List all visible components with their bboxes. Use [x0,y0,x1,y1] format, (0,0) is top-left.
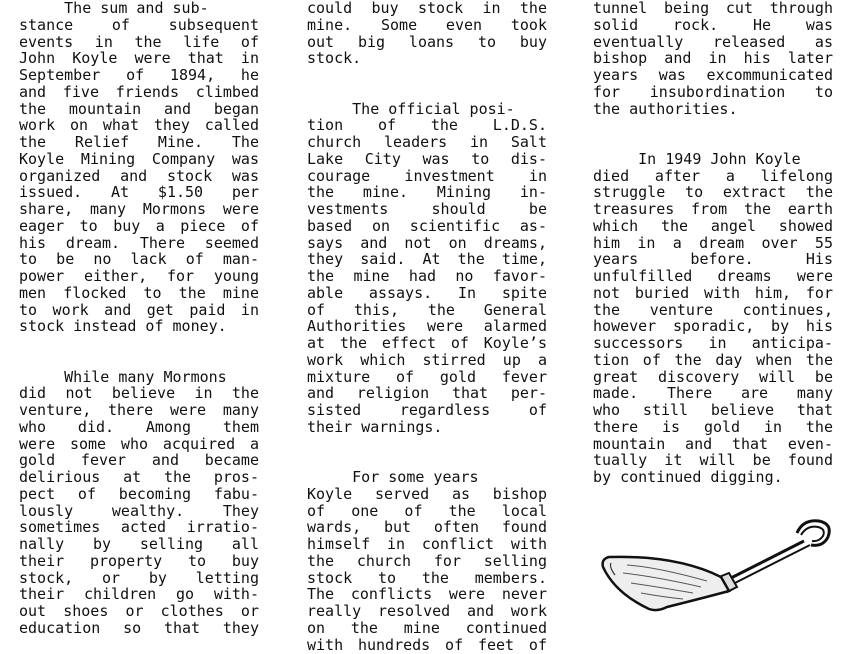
paragraph-gap [307,67,547,101]
text-line: their property to buy [19,551,259,570]
text-line: stock to the members. [307,568,547,587]
text-line: stock. [307,49,362,68]
text-line: of one of the local [307,501,547,520]
text-line: lously wealthy. They [19,501,259,520]
text-line: however sporadic, by his [593,317,833,336]
text-line: himself in conflict with [307,535,547,553]
text-line: mine. Some even took [307,15,547,34]
text-line: the mine. Mining in- [307,183,547,202]
text-line: out big loans to buy [307,32,547,51]
text-line: with hundreds of feet of [307,635,547,654]
text-line: While many Mormons [19,367,227,386]
text-line: The sum and sub- [19,0,209,17]
text-line: him in a dream over 55 [593,233,833,252]
text-line: the mountain and began [19,99,259,118]
paragraph-gap [19,335,259,369]
text-line: John Koyle were that in [19,49,259,68]
text-line: events in the life of [19,32,259,51]
text-line: work which stirred up a [307,350,547,369]
text-line: The conflicts were never [307,585,547,604]
text-line: pect of becoming fabu- [19,484,259,503]
text-line: For some years [307,468,479,486]
text-line: sometimes acted irratio- [19,518,259,537]
text-line: at the effect of Koyle’s [307,334,547,352]
text-line: there is gold in the [593,417,833,436]
text-line: nally by selling all [19,535,259,553]
text-line: tually it will be found [593,451,833,470]
text-line: bishop and in his later [593,49,833,68]
text-line: stock instead of money. [19,317,227,336]
text-line: really resolved and work [307,602,547,620]
text-line: venture, there were many [19,401,259,419]
text-line: to work and get paid in [19,300,259,319]
text-line: says and not on dreams, [307,233,547,252]
text-line: made. There are many [593,384,833,403]
text-line: vestments should be [307,200,547,218]
text-line: tion of the day when the [593,350,833,369]
text-line: who still believe that [593,401,833,419]
paragraph-gap [593,117,833,151]
paragraph-gap [307,436,547,470]
text-line: not buried with him, for [593,283,833,302]
text-line: eventually released as [593,32,833,51]
text-line: the authorities. [593,99,738,118]
text-line: delirious at the pros- [19,468,259,486]
text-line: September of 1894, he [19,66,259,84]
text-line: struggle to extract the [593,183,833,202]
text-line: tunnel being cut through [593,0,833,17]
text-line: and religion that per- [307,384,547,403]
text-line: who did. Among them [19,417,259,436]
text-line: by continued digging. [593,468,783,486]
text-line: were some who acquired a [19,434,259,453]
text-line: and five friends climbed [19,82,259,101]
text-line: church leaders in Salt [307,133,547,151]
text-line: In 1949 John Koyle [593,149,801,168]
text-line: gold fever and became [19,451,259,470]
text-line: The official posi- [307,99,515,118]
text-line: their warnings. [307,417,443,436]
text-line: education so that they [19,618,259,637]
text-line: they said. At the time, [307,250,547,269]
text-line: Lake City was to dis- [307,149,547,168]
text-line: solid rock. He was [593,15,833,34]
text-line: years before. His [593,250,833,269]
text-line: his dream. There seemed [19,233,259,252]
text-line: able assays. In spite [307,283,547,302]
text-line: stance of subsequent [19,15,259,34]
text-line: Authorities were alarmed [307,317,547,336]
text-line: power either, for young [19,267,259,285]
text-line: great discovery will be [593,367,833,386]
text-line: based on scientific as- [307,216,547,235]
text-line: successors in anticipa- [593,334,833,352]
text-line: men flocked to the mine [19,283,259,302]
text-line: courage investment in [307,166,547,185]
text-line: on the mine continued [307,618,547,637]
text-line: mountain and that even- [593,434,833,453]
text-line: the Relief Mine. The [19,133,259,151]
text-line: work on what they called [19,116,259,135]
text-line: out shoes or clothes or [19,602,259,620]
text-line: their children go with- [19,585,259,604]
text-line: tion of the L.D.S. [307,116,547,135]
text-line: could buy stock in the [307,0,547,17]
text-line: Koyle served as bishop [307,484,547,503]
text-line: eager to buy a piece of [19,216,259,235]
text-line: of this, the General [307,300,547,319]
text-line: years was excommunicated [593,66,833,84]
text-line: the venture continues, [593,300,833,319]
text-line: the church for selling [307,551,547,570]
text-line: share, many Mormons were [19,200,259,218]
text-column-3 [593,0,833,486]
text-line: which the angel showed [593,216,833,235]
text-line: treasures from the earth [593,200,833,218]
text-line: Koyle Mining Company was [19,149,259,168]
text-line: unfulfilled dreams were [593,267,833,285]
text-line: mixture of gold fever [307,367,547,386]
text-line: stock, or by letting [19,568,259,587]
text-line: sisted regardless of [307,401,547,419]
text-line: issued. At $1.50 per [19,183,259,202]
text-column-1 [19,0,259,637]
text-line: organized and stock was [19,166,259,185]
text-line: wards, but often found [307,518,547,537]
text-column-2 [307,0,547,653]
shovel-icon [597,515,837,615]
text-line: the mine had no favor- [307,267,547,285]
text-line: did not believe in the [19,384,259,403]
text-line: for insubordination to [593,82,833,101]
text-line: died after a lifelong [593,166,833,185]
text-line: to be no lack of man- [19,250,259,269]
